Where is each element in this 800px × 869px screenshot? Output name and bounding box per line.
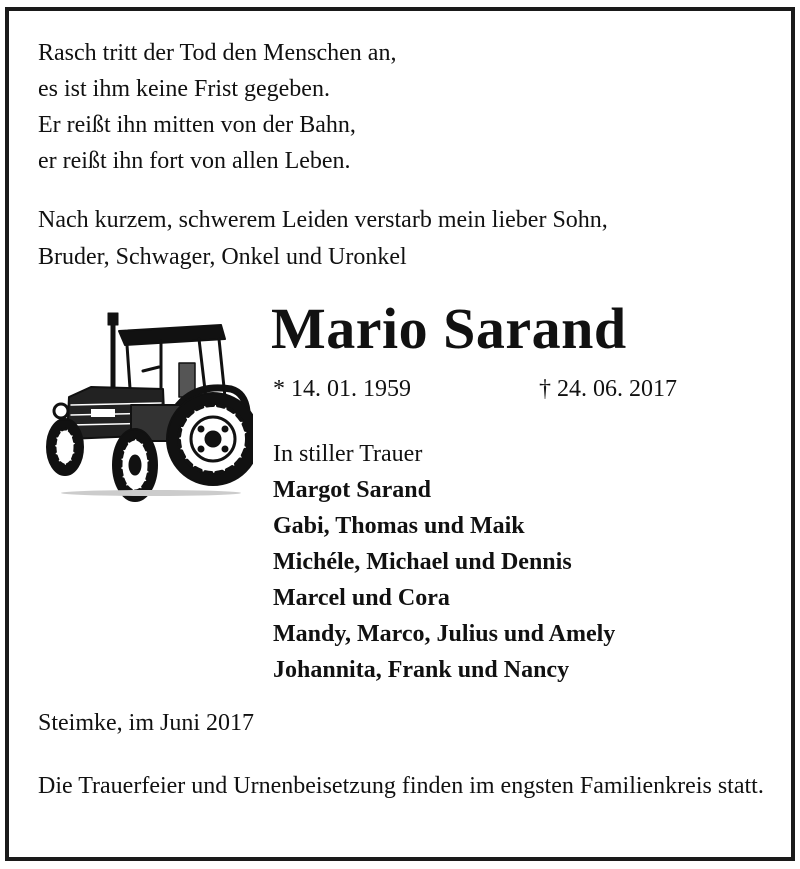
tractor-icon xyxy=(31,311,253,503)
poem-line: er reißt ihn fort von allen Leben. xyxy=(38,148,351,174)
mourners-list xyxy=(273,436,615,688)
deceased-name: Mario Sarand xyxy=(271,296,627,361)
mourner-name: Marcel und Cora xyxy=(273,585,450,611)
mourner-name: Michéle, Michael und Dennis xyxy=(273,549,572,575)
mourner-name: Margot Sarand xyxy=(273,477,431,503)
death-date: † 24. 06. 2017 xyxy=(539,376,677,402)
place-date: Steimke, im Juni 2017 xyxy=(38,710,254,736)
announcement-line: Bruder, Schwager, Onkel und Uronkel xyxy=(38,244,407,270)
birth-date: * 14. 01. 1959 xyxy=(273,376,411,402)
funeral-note: Die Trauerfeier und Urnenbeisetzung finden im engsten Familienkreis statt. xyxy=(38,773,764,799)
poem-line: es ist ihm keine Frist gegeben. xyxy=(38,76,330,102)
poem-line: Rasch tritt der Tod den Menschen an, xyxy=(38,40,397,66)
memorial-poem xyxy=(38,35,396,179)
announcement-line: Nach kurzem, schwerem Leiden verstarb mein lieber Sohn, xyxy=(38,207,608,233)
poem-line: Er reißt ihn mitten von der Bahn, xyxy=(38,112,356,138)
mourners-heading: In stiller Trauer xyxy=(273,441,423,467)
obituary-card xyxy=(5,7,795,861)
mourner-name: Mandy, Marco, Julius und Amely xyxy=(273,621,616,647)
mourner-name: Johannita, Frank und Nancy xyxy=(273,657,570,683)
death-announcement xyxy=(38,202,608,276)
mourner-name: Gabi, Thomas und Maik xyxy=(273,513,525,539)
